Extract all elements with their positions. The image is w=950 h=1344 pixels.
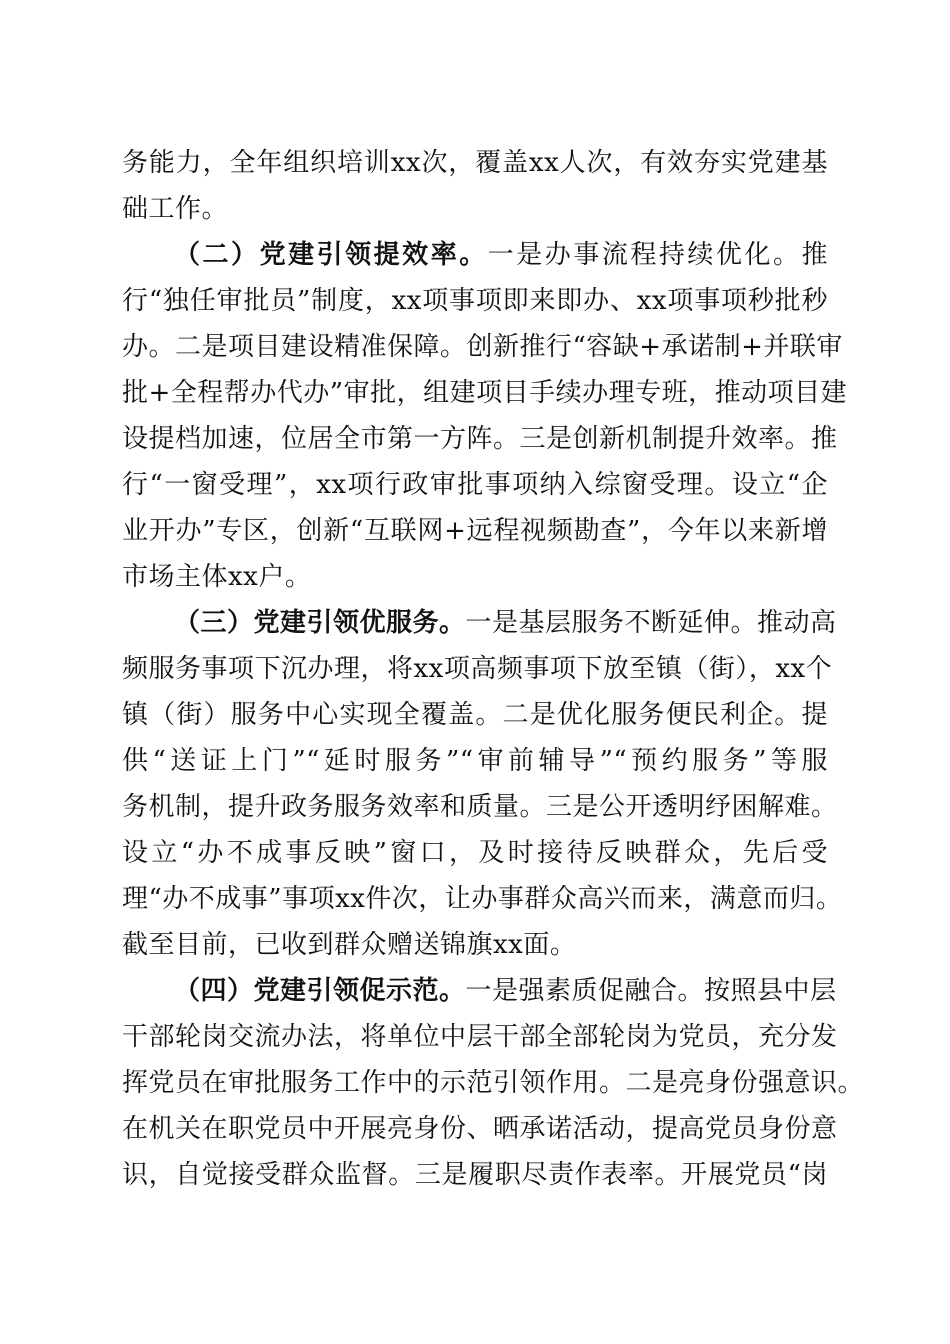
section-heading-line: （三）党建引领优服务。一是基层服务不断延伸。推动高	[174, 608, 837, 638]
paragraph-line: 批+全程帮办代办”审批，组建项目手续办理专班，推动项目建	[122, 378, 848, 408]
paragraph-line: 干部轮岗交流办法，将单位中层干部全部轮岗为党员，充分发	[122, 1022, 838, 1052]
section-heading: （四）党建引领促示范。	[174, 976, 466, 1006]
paragraph-line: 镇（街）服务中心实现全覆盖。二是优化服务便民利企。提	[122, 700, 828, 730]
section-heading-line: （四）党建引领促示范。一是强素质促融合。按照县中层	[174, 976, 837, 1006]
paragraph-line: 务机制，提升政务服务效率和质量。三是公开透明纾困解难。	[122, 792, 838, 822]
paragraph-line: 务能力，全年组织培训xx次，覆盖xx人次，有效夯实党建基	[122, 148, 828, 178]
paragraph-line: 供“送证上门”“延时服务”“审前辅导”“预约服务”等服	[122, 746, 828, 776]
paragraph-line: 截至目前，已收到群众赠送锦旗xx面。	[122, 930, 577, 960]
paragraph-line: 识，自觉接受群众监督。三是履职尽责作表率。开展党员“岗	[122, 1160, 828, 1190]
section-heading-line: （二）党建引领提效率。一是办事流程持续优化。推	[174, 240, 828, 270]
paragraph-line: 设提档加速，位居全市第一方阵。三是创新机制提升效率。推	[122, 424, 838, 454]
section-heading: （三）党建引领优服务。	[174, 608, 466, 638]
paragraph-line: 频服务事项下沉办理，将xx项高频事项下放至镇（街），xx个	[122, 654, 833, 684]
paragraph-line: 挥党员在审批服务工作中的示范引领作用。二是亮身份强意识。	[122, 1068, 865, 1098]
paragraph-line: 行“独任审批员”制度，xx项事项即来即办、xx项事项秒批秒	[122, 286, 828, 316]
paragraph-line: 办。二是项目建设精准保障。创新推行“容缺+承诺制+并联审	[122, 332, 843, 362]
paragraph-line: 理“办不成事”事项xx件次，让办事群众高兴而来，满意而归。	[122, 884, 843, 914]
paragraph-line: 在机关在职党员中开展亮身份、晒承诺活动，提高党员身份意	[122, 1114, 838, 1144]
paragraph-line: 设立“办不成事反映”窗口，及时接待反映群众，先后受	[122, 838, 828, 868]
paragraph-line: 业开办”专区，创新“互联网+远程视频勘查”，今年以来新增	[122, 516, 828, 546]
paragraph-line: 础工作。	[122, 194, 229, 224]
section-heading: （二）党建引领提效率。	[174, 240, 488, 270]
paragraph-line: 行“一窗受理”，xx项行政审批事项纳入综窗受理。设立“企	[122, 470, 828, 500]
paragraph-line: 市场主体xx户。	[122, 562, 312, 592]
